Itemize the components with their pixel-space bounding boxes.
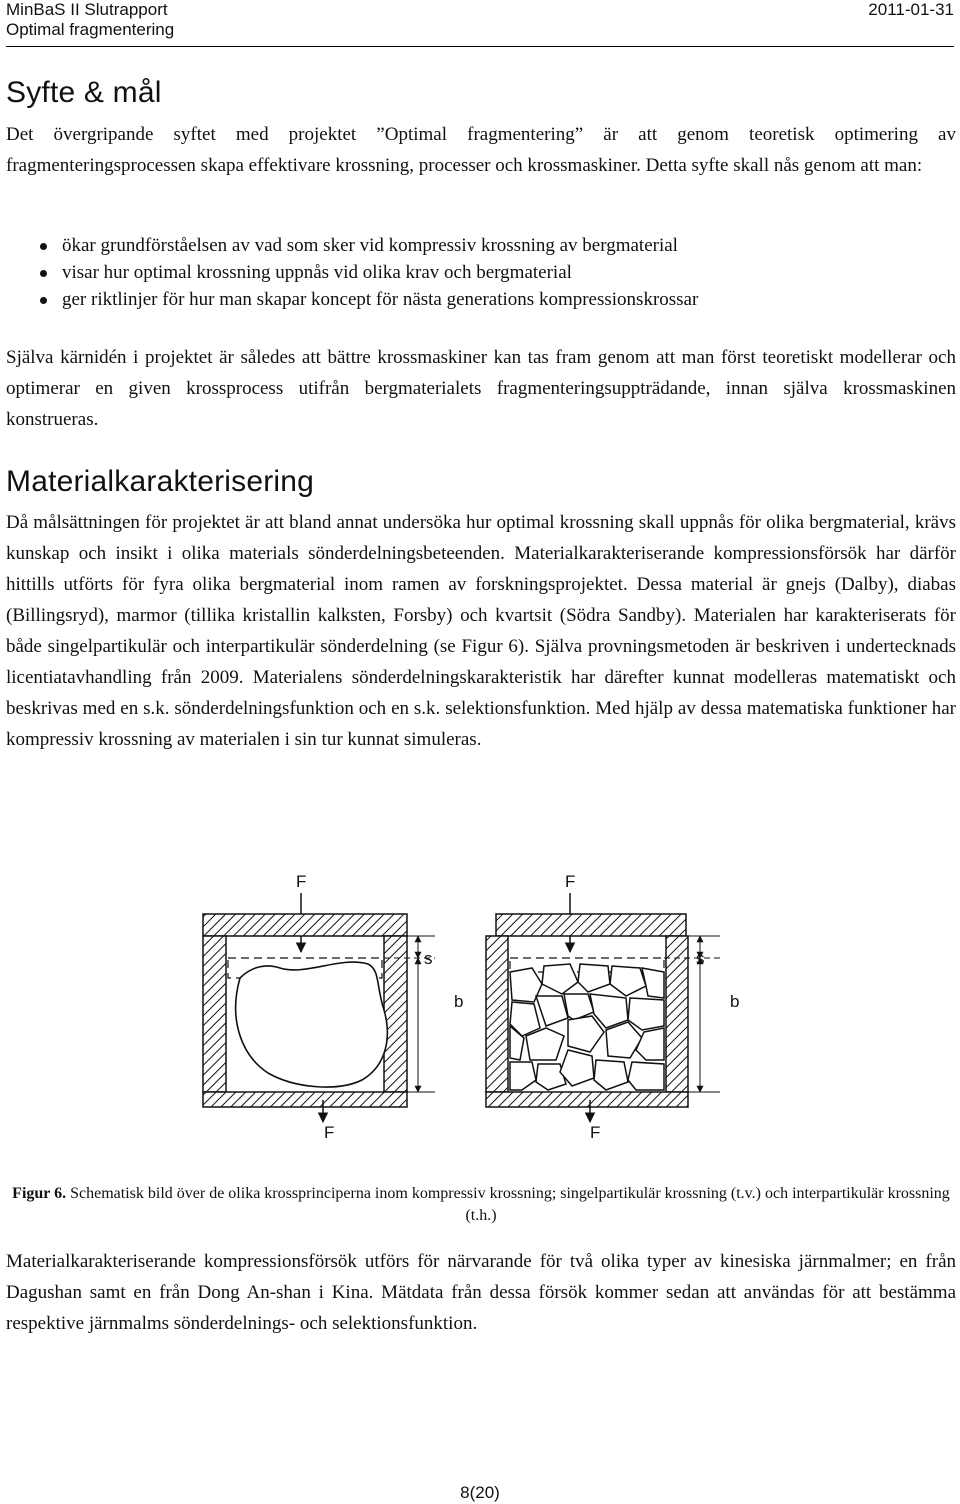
- b-label-right: b: [730, 992, 740, 1011]
- list-item-text: ger riktlinjer för hur man skapar koncept för nästa generations kompressionskrossar: [62, 289, 699, 310]
- single-particle-crushing: [203, 872, 463, 1142]
- particle: [526, 1028, 564, 1060]
- particle: [568, 1016, 604, 1052]
- list-item: [40, 259, 698, 286]
- particle: [536, 996, 568, 1026]
- left-wall-right: [486, 936, 508, 1092]
- caption-label: Figur 6.: [12, 1185, 67, 1202]
- material-paragraph: Då målsättningen för projektet är att bland annat undersöka hur optimal krossning skall uppnås för olika bergmaterial, krävs kunskap och insikt i olika materials sönderdelningsbeteenden. Materialkarakteriserande kompressionsförsök har därför hittills utförts för fyra olika bergmaterial inom ramen av forskningsprojektet. Dessa material är gnejs (Dalby), diabas (Billingsryd), marmor (tillika kristallin kalksten, Forsby) och kvartsit (Södra Sandby). Materialen har karakteriserats för både singelpartikulär och interpartikulär sönderdelning (se Figur 6). Själva provningsmetoden är beskriven i undertecknads licentiatavhandling från 2009. Materialens sönderdelningskarakteristik har därefter kunnat modelleras matematiskt och beskrivas med en s.k. sönderdelningsfunktion och en s.k. selektionsfunktion. Med hjälp av dessa matematiska funktioner har kompressiv krossning av materialen i sin tur kunnat simuleras.: [6, 512, 956, 750]
- list-item: [40, 286, 698, 313]
- single-particle: [236, 962, 388, 1087]
- particle: [628, 998, 664, 1030]
- force-label-bottom-right: F: [590, 1123, 601, 1142]
- list-item-text: visar hur optimal krossning uppnås vid olika krav och bergmaterial: [62, 262, 572, 283]
- section-heading-materialkarakterisering: Materialkarakterisering: [6, 465, 315, 498]
- particle: [636, 1028, 664, 1060]
- iron-ore-paragraph: Materialkarakteriserande kompressionsförsök utförs för närvarande för två olika typer av kinesiska järnmalmer; en från Dagushan samt en från Dong An-shan i Kina. Mätdata från dessa försök kommer sedan att användas för att bestämma respektive järnmalms sönderdelnings- och selektionsfunktion.: [6, 1251, 956, 1334]
- particle: [510, 1062, 536, 1090]
- project-name: Optimal fragmentering: [6, 20, 175, 39]
- bullet-icon: [40, 270, 47, 277]
- particle: [606, 1022, 642, 1058]
- figure-drawing: [190, 860, 770, 1150]
- force-label-bottom-left: F: [324, 1123, 335, 1142]
- right-wall-left: [384, 936, 407, 1092]
- right-wall-right: [666, 936, 688, 1092]
- list-item: [40, 232, 698, 259]
- force-label-top-left: F: [296, 872, 307, 891]
- list-item-text: ökar grundförståelsen av vad som sker vid kompressiv krossning av bergmaterial: [62, 235, 678, 256]
- inter-particle-crushing: [486, 872, 739, 1142]
- bullet-icon: [40, 297, 47, 304]
- goal-list: [40, 232, 698, 313]
- force-label-top-right: F: [565, 872, 576, 891]
- header-date: 2011-01-31: [868, 0, 954, 19]
- upper-platen-right: [496, 914, 686, 936]
- particle: [578, 964, 610, 992]
- b-label-left: b: [454, 992, 464, 1011]
- left-wall-left: [203, 936, 226, 1092]
- lower-platen-left: [203, 1092, 407, 1107]
- crushing-principles-figure: [190, 860, 770, 1150]
- particle: [628, 1062, 664, 1090]
- header-left: [6, 0, 174, 40]
- particle: [610, 966, 646, 996]
- s-label-left: s: [424, 949, 433, 968]
- particle: [542, 964, 578, 994]
- particle: [594, 1060, 628, 1090]
- s-label-right: s: [696, 949, 705, 968]
- intro-paragraph: Det övergripande syftet med projektet ”Optimal fragmentering” är att genom teoretisk optimering av fragmenteringsprocessen skapa effektivare krossning, processer och krossmaskiner. Detta syfte skall nås genom att man:: [6, 124, 956, 176]
- core-idea-paragraph: Själva kärnidén i projektet är således att bättre krossmaskiner kan tas fram genom att man först teoretiskt modellerar och optimerar en given krossprocess utifrån bergmaterialets fragmenteringsuppträdande, innan själva krossmaskinen konstrueras.: [6, 347, 956, 430]
- bullet-icon: [40, 243, 47, 250]
- particle: [642, 968, 664, 998]
- report-title: MinBaS II Slutrapport: [6, 0, 168, 19]
- caption-text: Schematisk bild över de olika krossprinciperna inom kompressiv krossning; singelpartikulär krossning (t.v.) och interpartikulär krossning (t.h.): [66, 1185, 950, 1224]
- lower-platen-right: [486, 1092, 688, 1107]
- upper-platen-left: [203, 914, 407, 936]
- page-number: 8(20): [460, 1483, 500, 1502]
- section-heading-syfte: Syfte & mål: [6, 76, 162, 109]
- particle-bed: [510, 964, 664, 1090]
- page-header: [6, 0, 954, 47]
- figure-caption: [6, 1183, 956, 1227]
